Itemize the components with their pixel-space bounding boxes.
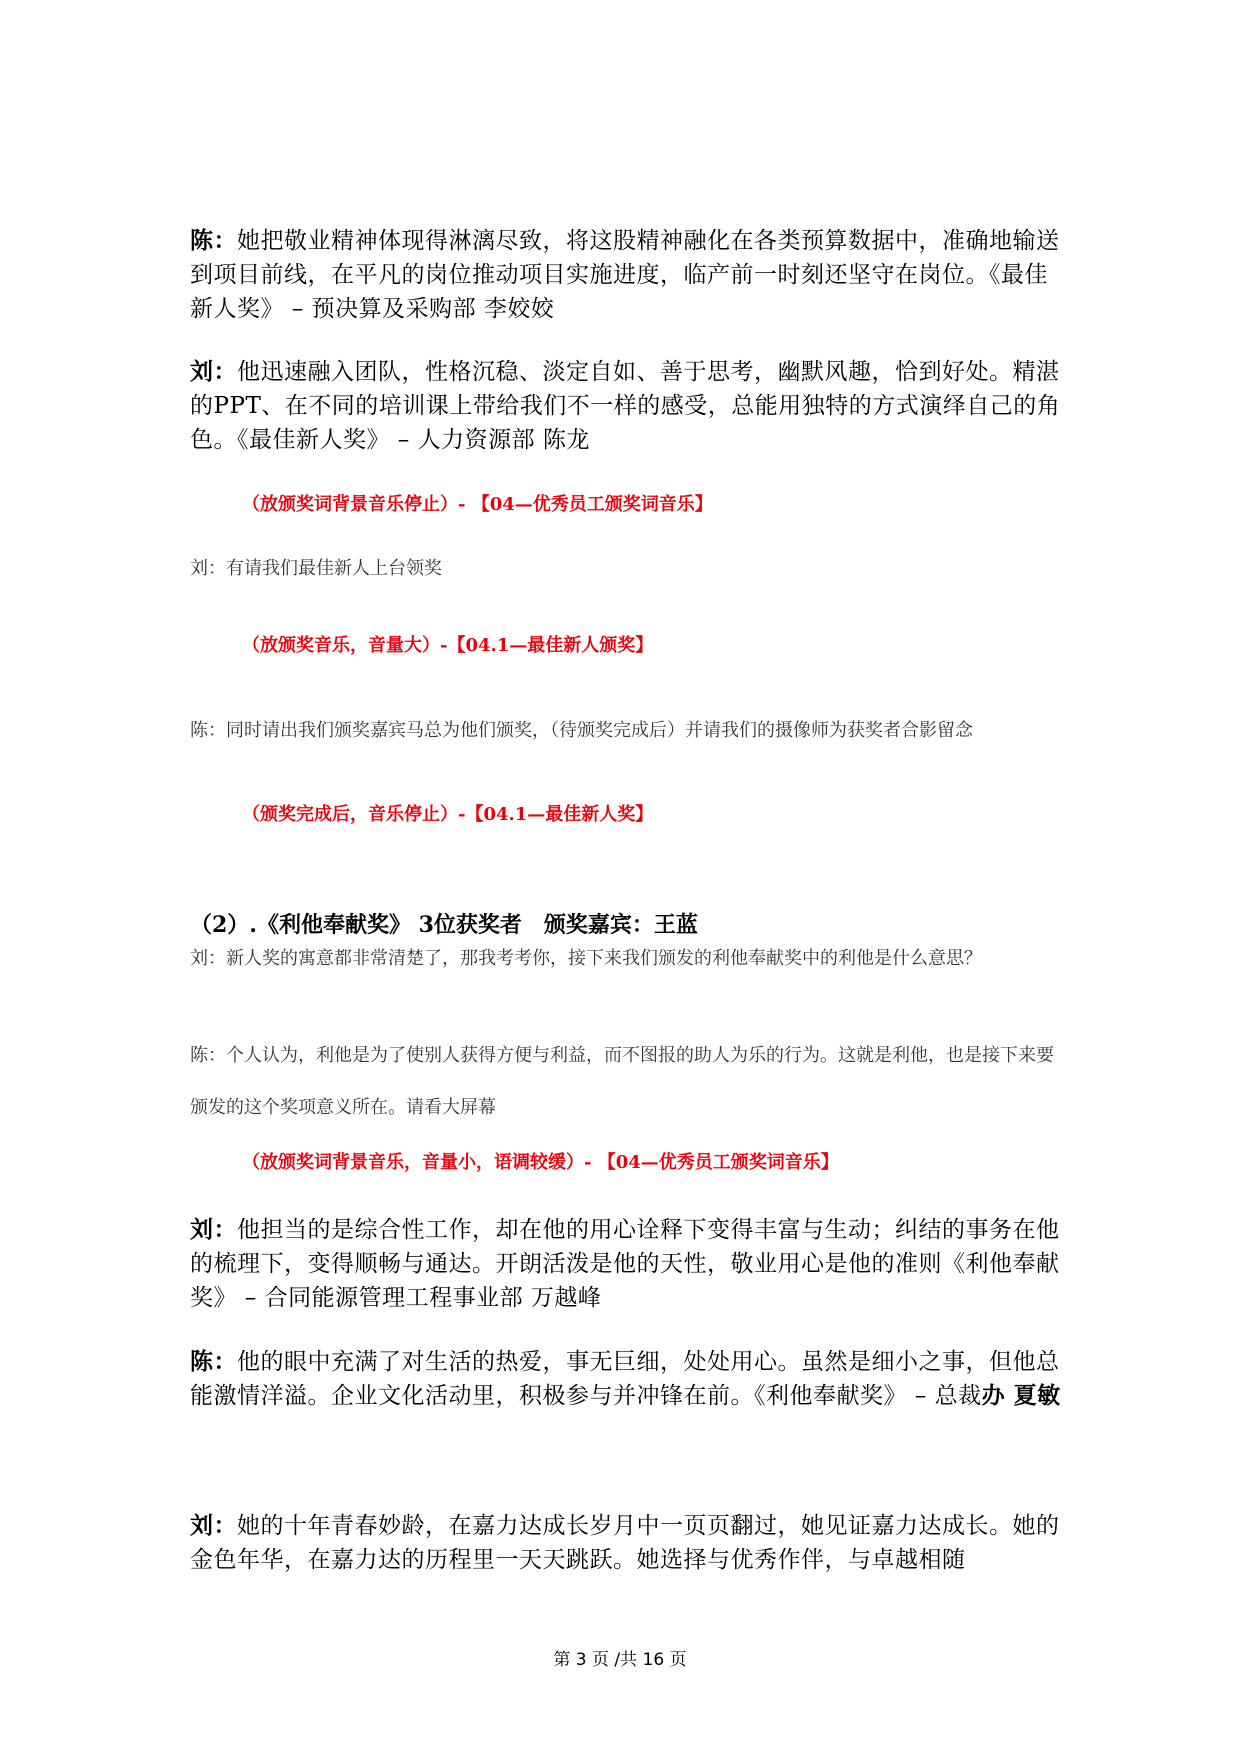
speaker-label: 陈： <box>190 1348 237 1375</box>
stage-cue-award-complete: （颁奖完成后，音乐停止）-【04.1—最佳新人奖】 <box>242 804 654 825</box>
speaker-label: 刘： <box>190 1512 237 1539</box>
citation-text: 他迅速融入团队，性格沉稳、淡定自如、善于思考，幽默风趣，恰到好处。精湛的PPT、在不同的培训课上带给我们不一样的感受，总能用独特的方式演绎自己的角色。《最佳新人奖》 – 人力资源部 陈龙 <box>190 359 1061 453</box>
section-heading-altruism-award: （2）.《利他奉献奖》 3位获奖者 颁奖嘉宾：王蓝 <box>190 912 698 938</box>
stage-cue-citation-music: （放颁奖词背景音乐，音量小，语调较缓）- 【04—优秀员工颁奖词音乐】 <box>242 1152 839 1173</box>
citation-text: 他担当的是综合性工作，却在他的用心诠释下变得丰富与生动；纠结的事务在他的梳理下，变得顺畅与通达。开朗活泼是他的天性，敬业用心是他的准则《利他奉献奖》 – 合同能源管理工程事业部 万越峰 <box>190 1217 1060 1311</box>
award-citation-wan-yuefeng <box>190 1213 1070 1315</box>
citation-text: 她的十年青春妙龄，在嘉力达成长岁月中一页页翻过，她见证嘉力达成长。她的金色年华，在嘉力达的历程里一天天跳跃。她选择与优秀作伴，与卓越相随 <box>190 1513 1060 1573</box>
citation-text: 她把敬业精神体现得淋漓尽致，将这股精神融化在各类预算数据中，准确地输送到项目前线，在平凡的岗位推动项目实施进度，临产前一时刻还坚守在岗位。《最佳新人奖》 – 预决算及采购部 李姣姣 <box>190 228 1060 322</box>
speaker-label: 刘： <box>190 358 237 385</box>
award-citation-partial <box>190 1509 1070 1577</box>
speaker-label: 陈： <box>190 227 237 254</box>
speaker-label: 刘： <box>190 1216 237 1243</box>
stage-cue-music-stop: （放颁奖词背景音乐停止）- 【04—优秀员工颁奖词音乐】 <box>242 494 713 515</box>
citation-text: 他的眼中充满了对生活的热爱，事无巨细，处处用心。虽然是细小之事，但他总能激情洋溢。企业文化活动里，积极参与并冲锋在前。《利他奉献奖》 – 总裁 <box>190 1349 1060 1409</box>
page-number-footer: 第 3 页 /共 16 页 <box>553 1650 687 1670</box>
dialogue-invite-presenter: 陈：同时请出我们颁奖嘉宾马总为他们颁奖，（待颁奖完成后）并请我们的摄像师为获奖者合影留念 <box>190 720 973 741</box>
dialogue-answer-altruism: 陈：个人认为，利他是为了使别人获得方便与利益，而不图报的助人为乐的行为。这就是利他，也是接下来要颁发的这个奖项意义所在。请看大屏幕 <box>190 1045 1054 1118</box>
citation-bold-tail: 办 夏敏 <box>981 1382 1061 1409</box>
award-citation-li-jiaojiao <box>190 224 1070 326</box>
award-citation-xia-min <box>190 1345 1070 1413</box>
stage-cue-award-music: （放颁奖音乐，音量大）-【04.1—最佳新人颁奖】 <box>242 635 654 656</box>
dialogue-invite-winners: 刘：有请我们最佳新人上台领奖 <box>190 558 442 579</box>
award-citation-chen-long <box>190 355 1070 457</box>
dialogue-question-altruism: 刘：新人奖的寓意都非常清楚了，那我考考你，接下来我们颁发的利他奉献奖中的利他是什么意思？ <box>190 948 982 969</box>
